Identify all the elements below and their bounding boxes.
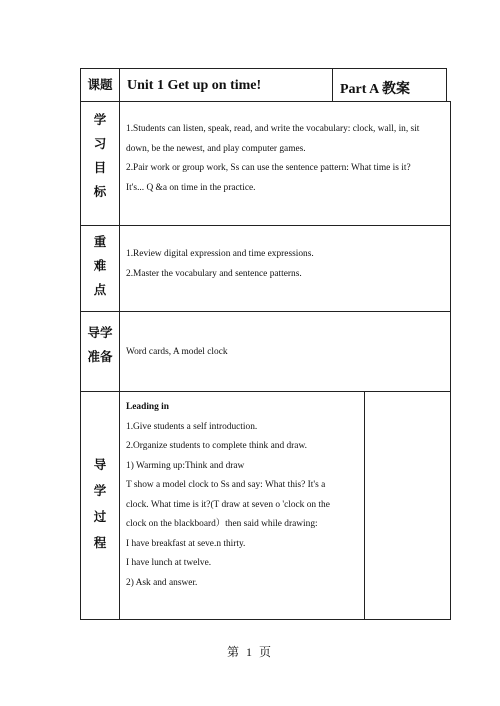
objective-line: It's... Q &a on time in the practice. <box>126 183 256 194</box>
process-line: T show a model clock to Ss and say: What this? It's a <box>126 480 326 490</box>
process-text <box>126 398 359 593</box>
lesson-part: Part A 教案 <box>340 82 410 97</box>
process-label: 导 学 过 程 <box>93 458 107 550</box>
header-label: 课题 <box>87 78 113 92</box>
keypoints-text <box>126 245 446 284</box>
objectives-text <box>126 120 446 199</box>
objective-line: 2.Pair work or group work, Ss can use the sentence pattern: What time is it? <box>126 163 411 174</box>
preparation-label: 导学 准备 <box>87 326 113 364</box>
process-line: clock. What time is it?(T draw at seven o 'clock on the <box>126 499 330 510</box>
objective-line: down, be the newest, and play computer games. <box>126 143 306 154</box>
keypoint-line: 2.Master the vocabulary and sentence patterns. <box>126 268 302 279</box>
objective-line: 1.Students can listen, speak, read, and write the vocabulary: clock, wall, in, sit <box>126 124 420 134</box>
process-line: 1) Warming up:Think and draw <box>126 460 245 471</box>
process-line: clock on the blackboard）then said while drawing: <box>126 519 318 529</box>
process-line: I have lunch at twelve. <box>126 558 212 568</box>
keypoints-label: 重 难 点 <box>93 235 107 297</box>
process-heading: Leading in <box>126 402 169 412</box>
page-number: 第 1 页 <box>226 645 273 659</box>
process-line: 1.Give students a self introduction. <box>126 421 258 432</box>
keypoint-line: 1.Review digital expression and time expressions. <box>126 249 314 259</box>
lesson-title: Unit 1 Get up on time! <box>127 78 262 93</box>
objectives-label: 学 习 目 标 <box>93 113 107 199</box>
process-notes-cell <box>364 391 451 620</box>
process-line: 2.Organize students to complete think and draw. <box>126 441 307 451</box>
preparation-text: Word cards, A model clock <box>126 347 228 357</box>
process-line: I have breakfast at seve.n thirty. <box>126 538 246 549</box>
process-line: 2) Ask and answer. <box>126 577 198 588</box>
